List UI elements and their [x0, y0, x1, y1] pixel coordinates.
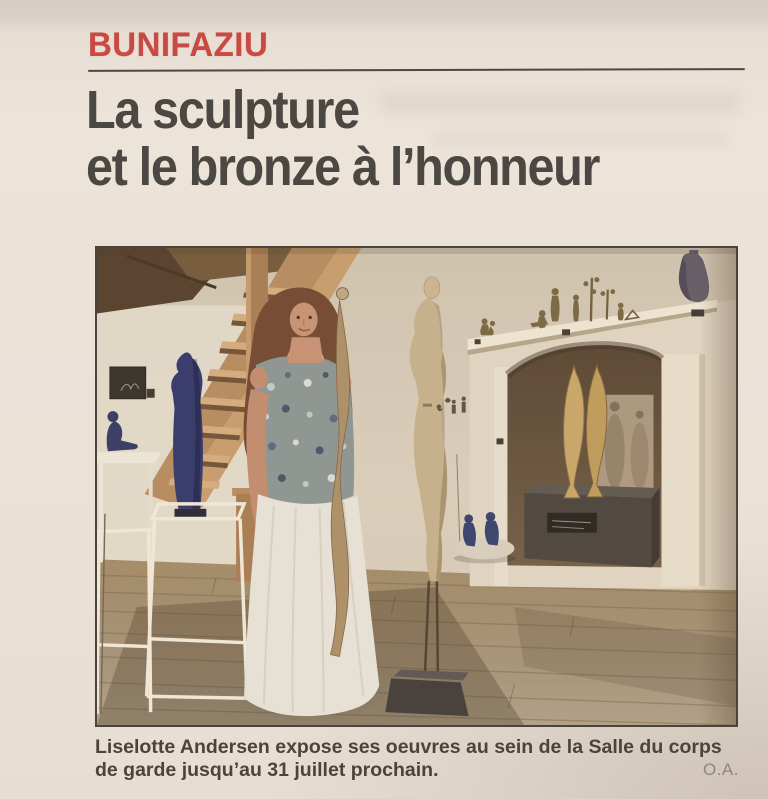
article-headline	[86, 82, 599, 196]
sepia-overlay	[97, 248, 736, 725]
article-photo	[95, 246, 738, 727]
kicker-rule	[88, 68, 745, 72]
byline: O.A.	[702, 760, 739, 779]
headline-line2: et le bronze à l’honneur	[86, 137, 600, 198]
caption-text: Liselotte Andersen expose ses oeuvres au sein de la Salle du corps de garde jusqu’au 31 juillet prochain.	[95, 736, 722, 781]
photo-caption	[95, 736, 745, 782]
right-vignette	[699, 248, 736, 725]
gallery-photo	[97, 248, 736, 725]
section-kicker: BUNIFAZIU	[88, 26, 269, 64]
headline-line1: La sculpture	[86, 80, 359, 140]
